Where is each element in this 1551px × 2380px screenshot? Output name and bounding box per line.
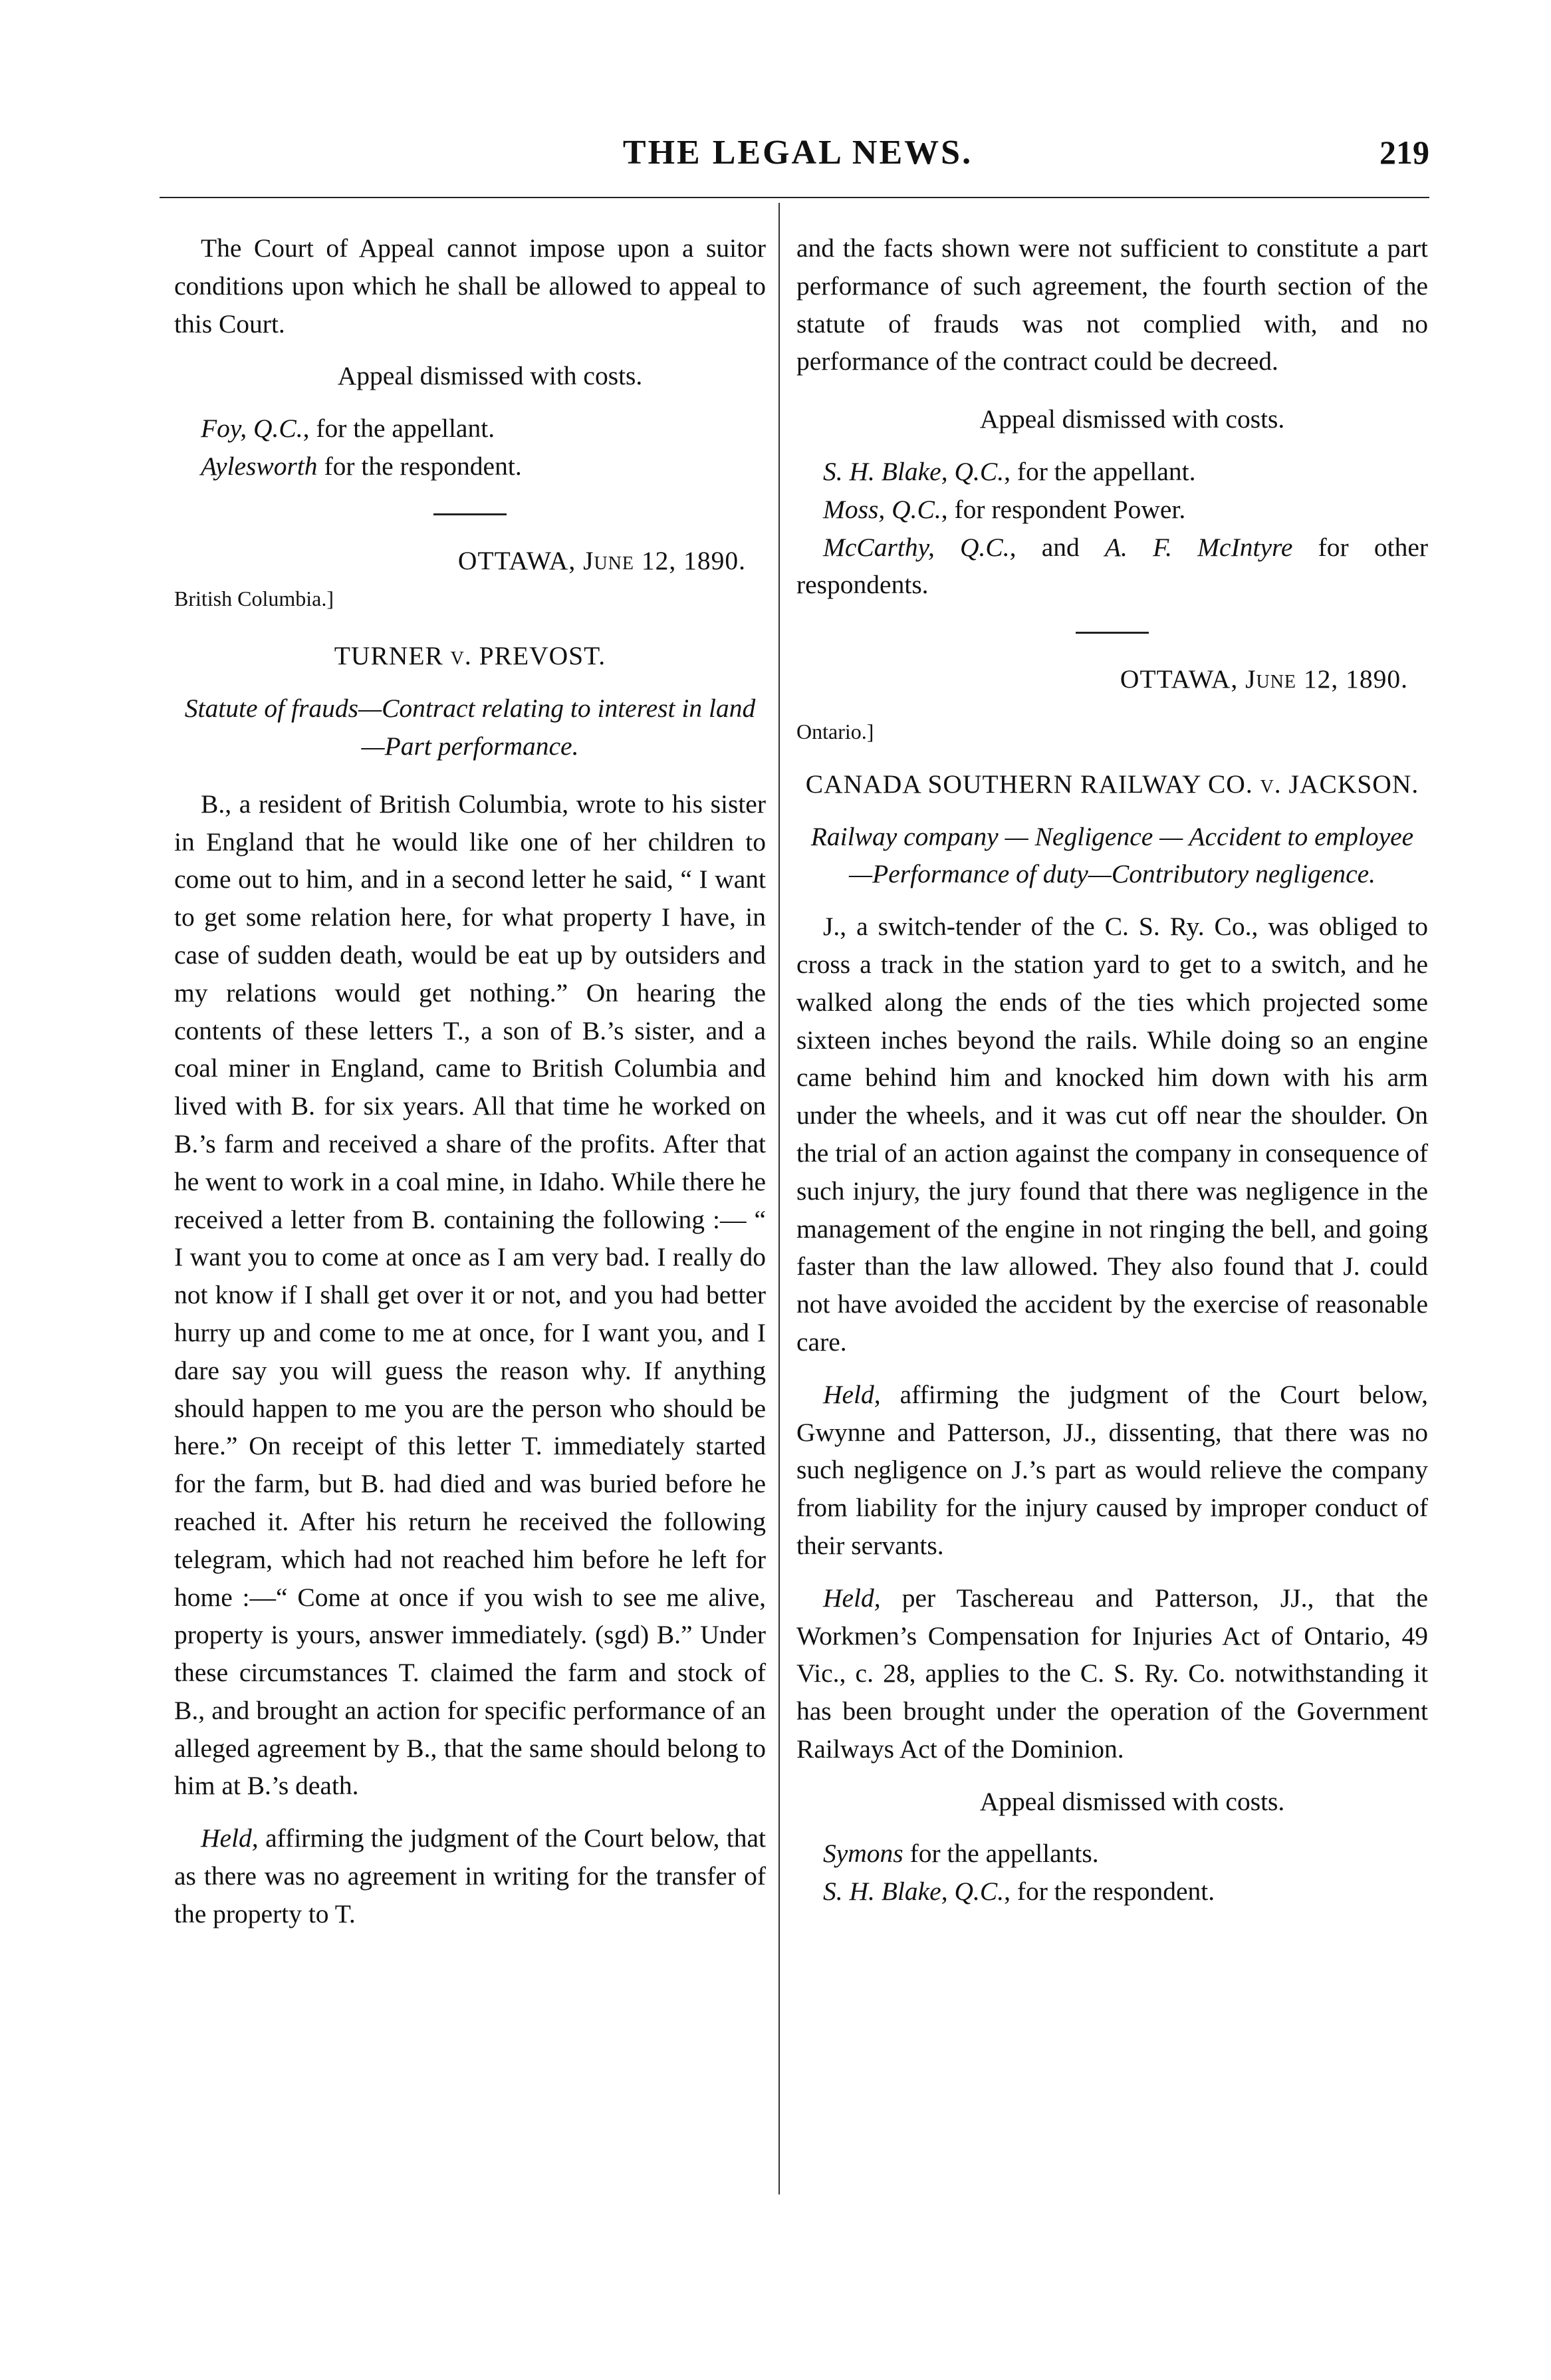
right-column [796, 229, 1428, 1911]
held-text: affirming the judgment of the Court below, Gwynne and Patterson, JJ., dissenting, that there was no such negligence on J.’s part as would relieve the company from liability for the injury caused by improper conduct of their servants. [796, 1379, 1428, 1560]
counsel-line [174, 410, 766, 448]
counsel-line [796, 491, 1428, 529]
counsel-name: McCarthy, Q.C., [823, 532, 1016, 562]
counsel-name: Moss, Q.C. [823, 494, 941, 524]
section-separator [433, 513, 507, 515]
counsel-name: S. H. Blake, Q.C. [823, 1877, 1005, 1907]
counsel-line [796, 1835, 1428, 1873]
held-label: Held, [201, 1823, 259, 1853]
case-title: CANADA SOUTHERN RAILWAY CO. v. JACKSON. [805, 769, 1419, 799]
case-title: TURNER v. PREVOST. [334, 641, 606, 671]
court-name: British Columbia.] [174, 586, 334, 610]
counsel-line [796, 529, 1428, 604]
disposition: Appeal dismissed with costs. [979, 404, 1285, 434]
held-paragraph [796, 1579, 1428, 1768]
counsel-name: Foy, Q.C. [201, 414, 303, 444]
counsel-line [796, 1873, 1428, 1911]
column-divider [778, 203, 780, 2194]
disposition: Appeal dismissed with costs. [337, 361, 643, 391]
counsel-name: Symons [823, 1839, 903, 1869]
facts-paragraph: B., a resident of British Columbia, wrote to his sister in England that he would like one of her children to come out to him, and in a second letter he said, “ I want to get some relation here, for what property I have, in case of sudden death, would be eat up by outsiders and my relations would get nothing.” On hearing the contents of these letters T., a son of B.’s sister, and a coal miner in England, came to British Columbia and lived with B. for six years. All that time he worked on B.’s farm and received a share of the profits. After that he went to work in a coal mine, in Idaho. While there he received a letter from B. containing the following :— “ I want you to come at once as I am very bad. I really do not know if I shall get over it or not, and you had better hurry up and come to me at once, for I want you, and I dare say you will guess the reason why. If anything should happen to me you are the person who should be here.” On receipt of this letter T. immediately started for the farm, but B. had died and was buried before he reached it. After his return he received the following telegram, which had not reached him before he left for home :—“ Come at once if you wish to see me alive, property is yours, answer immediately. (sgd) B.” Under these circumstances T. claimed the farm and stock of B., and brought an action for specific performance of an alleged agreement by B., that the same should belong to him at B.’s death. [174, 789, 766, 1801]
counsel-role: for other respondents. [796, 532, 1429, 600]
held-paragraph [796, 1376, 1428, 1565]
held-label: Held, [823, 1583, 881, 1613]
held-text: affirming the judgment of the Court below, that as there was no agreement in writing for the transfer of the property to T. [174, 1823, 766, 1928]
counsel-role: for the respondent. [317, 451, 522, 481]
holding-paragraph: The Court of Appeal cannot impose upon a suitor conditions upon which he shall be allowed to appeal to this Court. [174, 233, 766, 338]
held-paragraph [174, 1819, 766, 1932]
counsel-name: S. H. Blake, Q.C. [823, 456, 1005, 486]
counsel-name: Aylesworth [201, 451, 318, 481]
conjunction: and [1016, 532, 1105, 562]
journal-title: THE LEGAL NEWS. [622, 134, 973, 172]
held-label: Held, [823, 1379, 881, 1409]
headnote: Railway company — Negligence — Accident to employee—Performance of duty—Contributory negligence. [810, 821, 1414, 889]
counsel-role: , for the appellant. [302, 414, 495, 444]
disposition: Appeal dismissed with costs. [979, 1786, 1285, 1816]
counsel-name: A. F. McIntyre [1104, 532, 1293, 562]
facts-paragraph: J., a switch-tender of the C. S. Ry. Co., was obliged to cross a track in the station yard to get to a switch, and he walked along the ends of the ties which projected some sixteen inches beyond the rails. While doing so an engine came behind him and knocked him down with his arm under the wheels, and it was cut off near the shoulder. On the trial of an action against the company in consequence of such injury, the jury found that there was negligence in the management of the engine in not ringing the bell, and going faster than the law allowed. They also found that J. could not have avoided the accident by the exercise of reasonable care. [796, 912, 1428, 1357]
page-number: 219 [1379, 134, 1429, 171]
counsel-role: , for the appellant. [1004, 456, 1196, 486]
counsel-role: , for the respondent. [1004, 1877, 1215, 1907]
dateline: OTTAWA, June 12, 1890. [457, 545, 746, 575]
counsel-role: , for respondent Power. [941, 494, 1186, 524]
headnote: Statute of frauds—Contract relating to interest in land—Part performance. [184, 694, 756, 761]
court-name: Ontario.] [796, 719, 874, 743]
left-column [174, 229, 766, 1933]
section-separator [1076, 632, 1149, 634]
continuation-paragraph: and the facts shown were not sufficient to constitute a part performance of such agreement, the fourth section of the statute of frauds was not complied with, and no performance of the contract could be decreed. [796, 233, 1428, 376]
counsel-role: for the appellants. [903, 1839, 1099, 1869]
counsel-line [174, 448, 766, 485]
running-header [166, 133, 1429, 186]
counsel-line [796, 453, 1428, 491]
header-rule [160, 197, 1429, 198]
held-text: per Taschereau and Patterson, JJ., that the Workmen’s Compensation for Injuries Act of Ontario, 49 Vic., c. 28, applies to the C. S. Ry. Co. notwithstanding it has been brought under the operation of the Government Railways Act of the Dominion. [796, 1583, 1428, 1764]
dateline: OTTAWA, June 12, 1890. [1120, 664, 1408, 694]
